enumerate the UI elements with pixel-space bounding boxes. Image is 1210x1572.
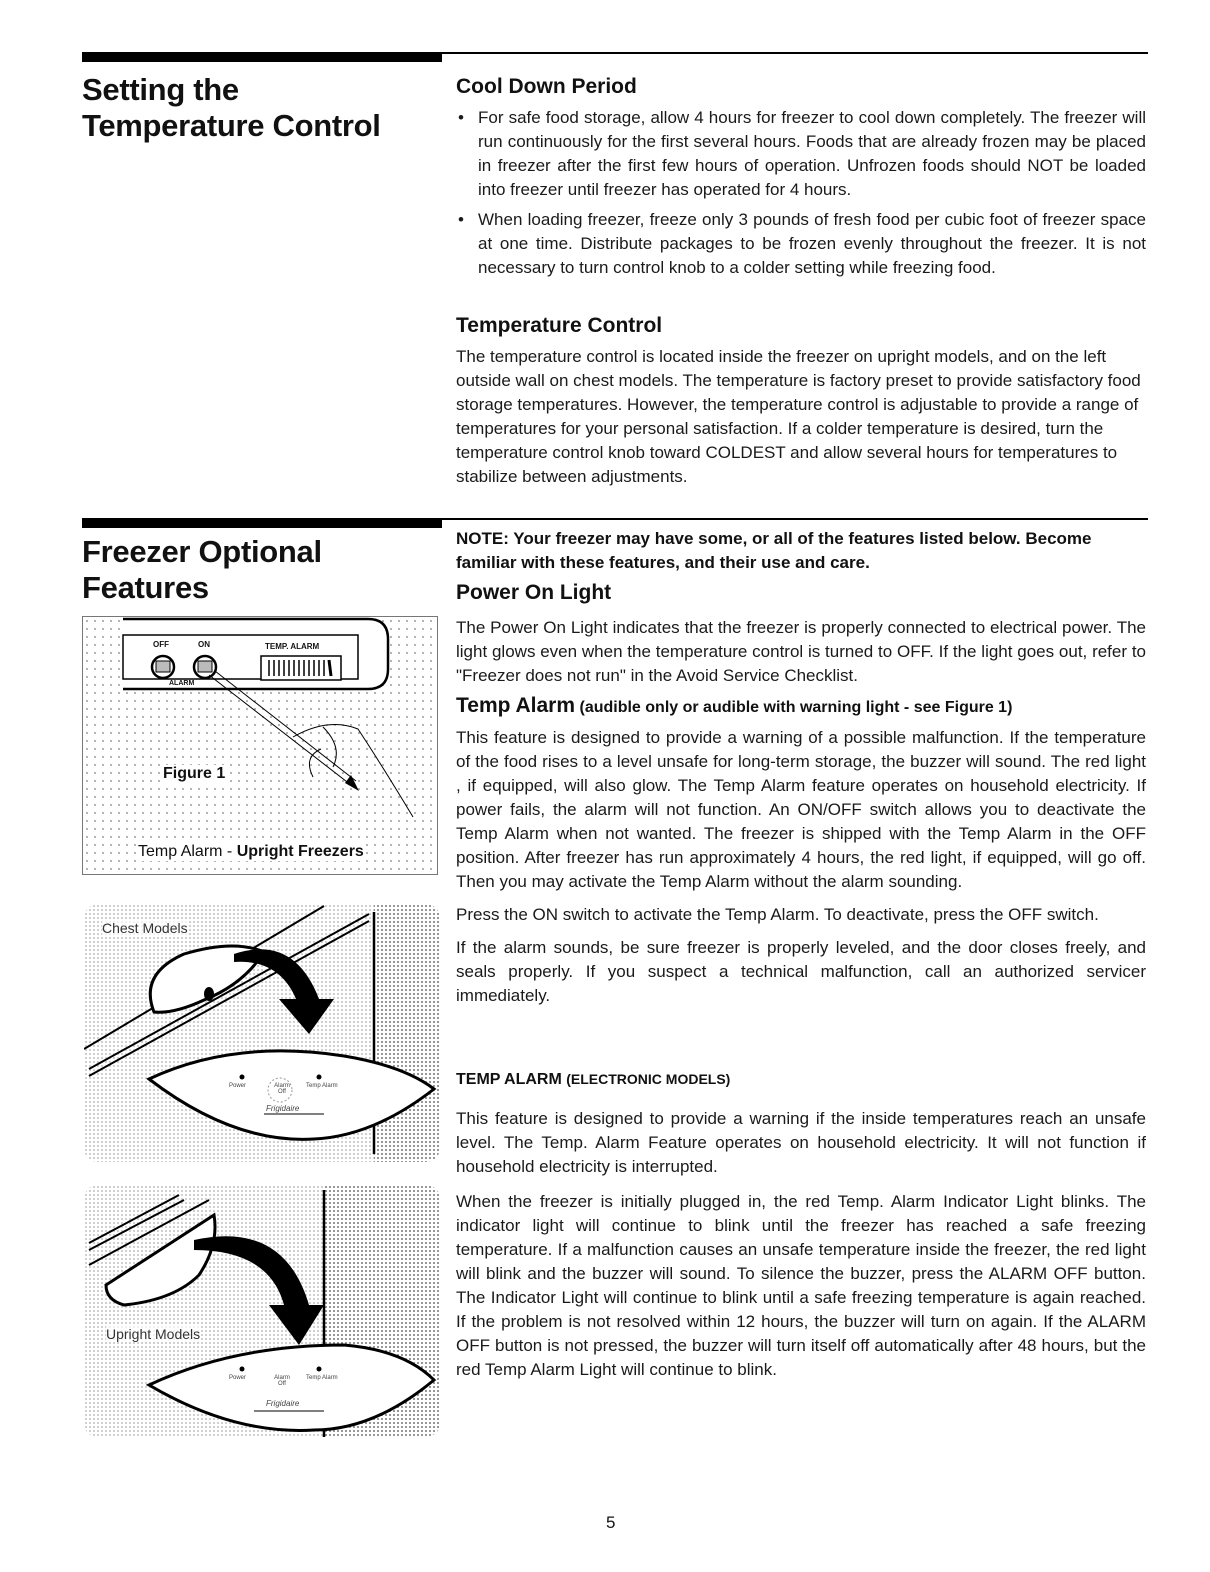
cool-down-heading: Cool Down Period (456, 75, 637, 98)
temp-alarm-electronic-heading (456, 1068, 1146, 1091)
title-line-1: Freezer Optional (82, 534, 322, 569)
on-label: ON (198, 640, 210, 649)
control-panel-illustration (83, 617, 437, 874)
temp-alarm-heading-main: Temp Alarm (456, 694, 576, 717)
temp-alarm-electronic-paragraph: When the freezer is initially plugged in, the red Temp. Alarm Indicator Light blinks. The indicator light will continue to blink until the freezer has reached a safe freezing temperature. If a malfunction causes an unsafe temperature inside the freezer, the red light will blink and the buzzer will sound. To silence the buzzer, press the ALARM OFF button. The Indicator Light will continue to blink until a safe freezing temperature is again reached. If the problem is not resolved within 12 hours, the buzzer will turn on again. If the ALARM OFF button is not pressed, the buzzer will turn itself off automatically after 48 hours, but the red Temp Alarm Light will continue to blink. (456, 1192, 1146, 1379)
panel-label-alarm-off: Alarm Off (274, 1375, 290, 1387)
brand-logo: Frigidaire (266, 1399, 300, 1408)
features-note: NOTE: Your freezer may have some, or all of the features listed below. Become familiar with these features, and their use and care. (456, 529, 1092, 572)
chest-models-label: Chest Models (102, 920, 188, 936)
cool-down-section (456, 74, 1146, 286)
panel-label-power: Power (229, 1375, 247, 1381)
temp-alarm-electronic-heading-sub: (ELECTRONIC MODELS) (566, 1071, 731, 1087)
panel-label-temp-alarm: Temp Alarm (306, 1375, 338, 1381)
alarm-label: ALARM (169, 680, 195, 687)
temperature-control-heading: Temperature Control (456, 314, 663, 337)
temp-alarm-paragraph: Press the ON switch to activate the Temp Alarm. To deactivate, press the OFF switch. (456, 905, 1099, 924)
section-rule-thin (442, 52, 1148, 54)
figure-1-upright-temp-alarm (82, 616, 438, 875)
section-rule-thick (82, 52, 442, 62)
brand-logo: Frigidaire (266, 1104, 300, 1113)
power-on-light-text: The Power On Light indicates that the freezer is properly connected to electrical power. The light glows even when the temperature control is turned to OFF. If the light goes out, refer to "Freezer does not run" in the Avoid Service Checklist. (456, 618, 1146, 685)
temp-alarm-heading-sub: (audible only or audible with warning light - see Figure 1) (579, 699, 1013, 716)
title-line-2: Temperature Control (82, 108, 381, 143)
figure-1-caption (138, 843, 364, 861)
temp-alarm-section (456, 694, 1146, 1008)
power-on-light-heading: Power On Light (456, 581, 612, 604)
caption-bold: Upright Freezers (236, 843, 364, 860)
bullet-item: • For safe food storage, allow 4 hours for freezer to cool down completely. The freezer will run continuously for the first several hours. Foods that are already frozen may be placed in freezer after the first few hours of operation. Unfrozen foods should NOT be loaded into freezer until freezer has operated for 4 hours. (456, 106, 1146, 202)
temp-alarm-electronic-paragraph: This feature is designed to provide a warning if the inside temperatures reach an unsafe level. The Temp. Alarm Feature operates on household electricity. It will not function if household electricity is interrupted. (456, 1109, 1146, 1176)
caption-normal: Temp Alarm - (138, 843, 237, 860)
figure-1-label: Figure 1 (163, 765, 226, 782)
upright-models-label: Upright Models (106, 1326, 201, 1342)
temp-alarm-electronic-section (456, 1068, 1146, 1382)
off-label: OFF (153, 640, 169, 649)
title-line-2: Features (82, 570, 209, 605)
temp-alarm-paragraph: If the alarm sounds, be sure freezer is properly leveled, and the door closes freely, and seals properly. If you suspect a technical malfunction, call an authorized servicer immediately. (456, 938, 1146, 1005)
section-title-setting-temperature (82, 72, 442, 144)
section-rule-thin (442, 518, 1148, 520)
section-rule-thick (82, 518, 442, 528)
temp-alarm-paragraph: This feature is designed to provide a warning of a possible malfunction. If the temperature of the food rises to a level unsafe for long-term storage, the buzzer will sound. The red light , if equipped, will also glow. The Temp Alarm feature operates on household electricity. If power fails, the alarm will not function. An ON/OFF switch allows you to deactivate the Temp Alarm when not wanted. The freezer is shipped with the Temp Alarm in the OFF position. After freezer has run approximately 4 hours, the red light, if equipped, will go off. Then you may activate the Temp Alarm without the alarm sounding. (456, 728, 1146, 891)
cool-down-bullets (456, 106, 1146, 280)
temp-alarm-heading (456, 694, 1146, 718)
panel-label-temp-alarm: Temp Alarm (306, 1083, 338, 1089)
upright-control-illustration (84, 1185, 440, 1437)
section-title-optional-features (82, 534, 442, 606)
title-line-1: Setting the (82, 72, 239, 107)
power-on-light-section (456, 580, 1146, 688)
panel-label-alarm-off: Alarm Off (274, 1083, 290, 1095)
page-number: 5 (606, 1513, 616, 1532)
temperature-control-section (456, 313, 1146, 489)
panel-label-power: Power (229, 1083, 247, 1089)
figure-upright-models (84, 1185, 440, 1437)
chest-control-illustration (84, 904, 440, 1162)
temp-alarm-electronic-heading-main: TEMP ALARM (456, 1071, 562, 1088)
temperature-control-text: The temperature control is located inside the freezer on upright models, and on the left outside wall on chest models. The temperature is factory preset to provide satisfactory food storage temperatures. However, the temperature control is adjustable to provide a range of temperatures for your personal satisfaction. If a colder temperature is desired, turn the temperature control knob toward COLDEST and allow several hours for temperatures to stabilize between adjustments. (456, 347, 1141, 486)
bullet-item: • When loading freezer, freeze only 3 pounds of fresh food per cubic foot of freezer space at one time. Distribute packages to be frozen evenly throughout the freezer. It is not necessary to turn control knob to a colder setting while freezing food. (456, 208, 1146, 280)
temp-alarm-indicator-label: TEMP. ALARM (265, 642, 320, 651)
figure-chest-models (84, 904, 440, 1162)
